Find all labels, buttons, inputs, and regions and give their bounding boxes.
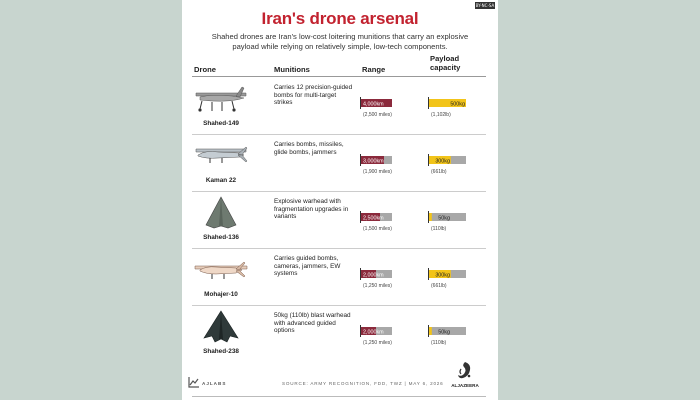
payload-bar [428,268,490,292]
table-row [192,249,486,306]
payload-lb-label: (110lb) [431,340,447,346]
range-baseline [360,97,361,109]
header-drone: Drone [194,65,216,74]
chart-subtitle: Shahed drones are Iran's low-cost loitering munitions that carry an explosive payload while relying on relatively simple, low-tech components. [211,32,469,51]
range-baseline [360,154,361,166]
range-baseline [360,268,361,280]
range-bar [360,211,428,235]
range-bar [360,268,428,292]
range-miles-label: (1,250 miles) [363,340,392,346]
table-row [192,306,486,363]
payload-baseline [428,154,429,166]
range-label: 3,000km [363,158,384,165]
header-divider [192,76,486,77]
drone-name: Mohajer-10 [204,291,238,298]
table-row [192,192,486,249]
range-miles-label: (1,250 miles) [363,283,392,289]
table-row [192,78,486,135]
payload-lb-label: (661lb) [431,169,447,175]
range-miles-label: (1,500 miles) [363,226,392,232]
payload-baseline [428,268,429,280]
payload-bar [428,325,490,349]
aljazeera-logo-text: ALJAZEERA [451,383,479,388]
aljazeera-logo-icon [453,360,477,382]
payload-bar [428,211,490,235]
shahed-149-drone-icon [192,81,250,117]
munitions-text: Carries guided bombs, cameras, jammers, EW systems [274,255,341,278]
payload-baseline [428,97,429,109]
shahed-238-drone-icon [192,309,250,345]
range-miles-label: (2,500 miles) [363,112,392,118]
payload-bar [428,97,490,121]
payload-baseline [428,211,429,223]
kaman-22-drone-icon [192,138,250,174]
range-label: 2,000km [363,329,384,336]
range-baseline [360,211,361,223]
payload-lb-label: (1,102lb) [431,112,451,118]
infographic-card [182,0,498,400]
header-munitions: Munitions [274,65,310,74]
footer-divider [192,396,486,397]
payload-baseline [428,325,429,337]
range-bar [360,97,428,121]
payload-label: 50kg [438,215,450,222]
header-range: Range [362,65,386,74]
header-payload: Payload capacity [430,54,461,72]
payload-label: 300kg [435,158,450,165]
range-bar [360,154,428,178]
drone-name: Kaman 22 [205,177,237,184]
drone-name: Shahed-238 [203,348,239,355]
payload-lb-label: (110lb) [431,226,447,232]
munitions-text: Explosive warhead with fragmentation upgrades in variants [274,198,349,221]
range-bar [360,325,428,349]
ajlabs-logo-text: AJLABS [202,381,227,386]
payload-label: 50kg [438,329,450,336]
source-note: SOURCE: ARMY RECOGNITION, FDD, TWZ | MAY 6, 2026 [282,381,444,386]
munitions-text: 50kg (110lb) blast warhead with advanced guided options [274,312,351,335]
drone-name: Shahed-136 [203,234,239,241]
range-baseline [360,325,361,337]
range-label: 2,500km [363,215,384,222]
payload-label: 300kg [435,272,450,279]
munitions-text: Carries bombs, missiles, glide bombs, jammers [274,141,344,156]
range-label: 2,000km [363,272,384,279]
mohajer-10-drone-icon [192,252,250,288]
shahed-136-drone-icon [192,195,250,231]
chart-title: Iran's drone arsenal [261,9,419,28]
drone-name: Shahed-149 [203,120,239,127]
payload-lb-label: (661lb) [431,283,447,289]
license-badge: BY-NC-SA [475,3,495,8]
payload-label: 500kg [450,101,465,108]
ajlabs-logo-icon [188,376,200,388]
munitions-text: Carries 12 precision-guided bombs for multi-target strikes [274,84,353,107]
range-label: 4,000km [363,101,384,108]
payload-bar [428,154,490,178]
table-row [192,135,486,192]
range-miles-label: (1,900 miles) [363,169,392,175]
